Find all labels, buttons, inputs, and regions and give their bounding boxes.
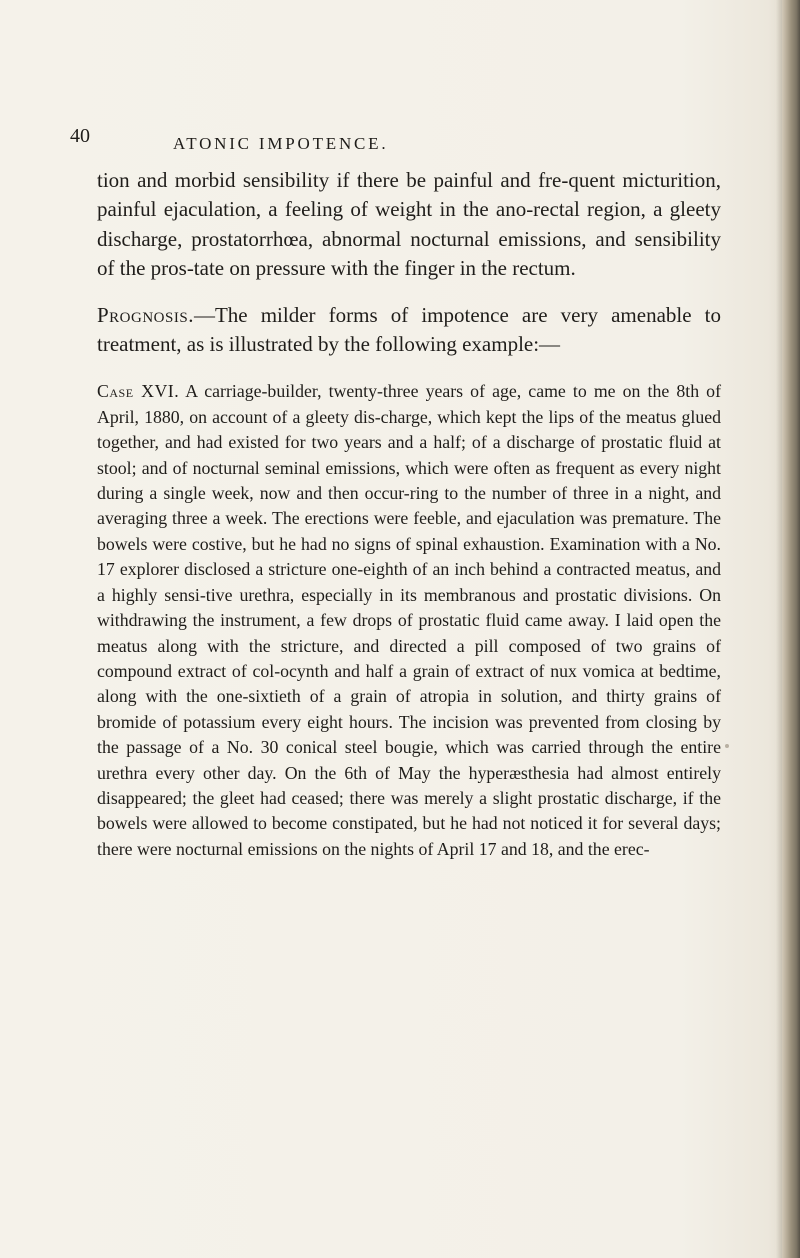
case-paragraph [97,379,721,862]
prognosis-paragraph [97,301,721,360]
page-body [97,166,721,880]
opening-paragraph: tion and morbid sensibility if there be painful and fre-quent micturition, painful ejaculation, a feeling of weight in the ano-rectal region, a gleety discharge, prostatorrhœa, abnormal nocturnal emissions, and sensibility of the pros-tate on pressure with the finger in the rectum. [97,168,721,281]
prognosis-heading: Prognosis. [97,302,194,327]
prognosis-text: —The milder forms of impotence are very amenable to treatment, as is illustrated by the following example:— [97,302,721,357]
case-text: A carriage-builder, twenty-three years of age, came to me on the 8th of April, 1880, on account of a gleety dis-charge, which kept the lips of the meatus glued together, and had existed for two years and a half; of a discharge of prostatic fluid at stool; and of nocturnal seminal emissions, which were often as frequent as every night during a single week, now and then occur-ring to the number of three in a night, and averaging three a week. The erections were feeble, and ejaculation was premature. The bowels were costive, but he had no signs of spinal exhaustion. Examination with a No. 17 explorer disclosed a stricture one-eighth of an inch behind a contracted meatus, and a highly sensi-tive urethra, especially in its membranous and prostatic divisions. On withdrawing the instrument, a few drops of prostatic fluid came away. I laid open the meatus along with the stricture, and directed a pill composed of two grains of compound extract of col-ocynth and half a grain of extract of nux vomica at bedtime, along with the one-sixtieth of a grain of atropia in solution, and thirty grains of bromide of potassium every eight hours. The incision was prevented from closing by the passage of a No. 30 conical steel bougie, which was carried through the entire urethra every other day. On the 6th of May the hyperæsthesia had almost entirely disappeared; the gleet had ceased; there was merely a slight prostatic discharge, if the bowels were allowed to become constipated, but he had not noticed it for several days; there were nocturnal emissions on the nights of April 17 and 18, and the erec- [97,381,721,859]
book-edge [782,0,800,1258]
running-title: ATONIC IMPOTENCE. [173,134,389,153]
paper-speck [725,744,729,748]
page-number: 40 [70,125,90,147]
page-header [70,125,590,156]
case-heading: Case XVI. [97,381,180,402]
